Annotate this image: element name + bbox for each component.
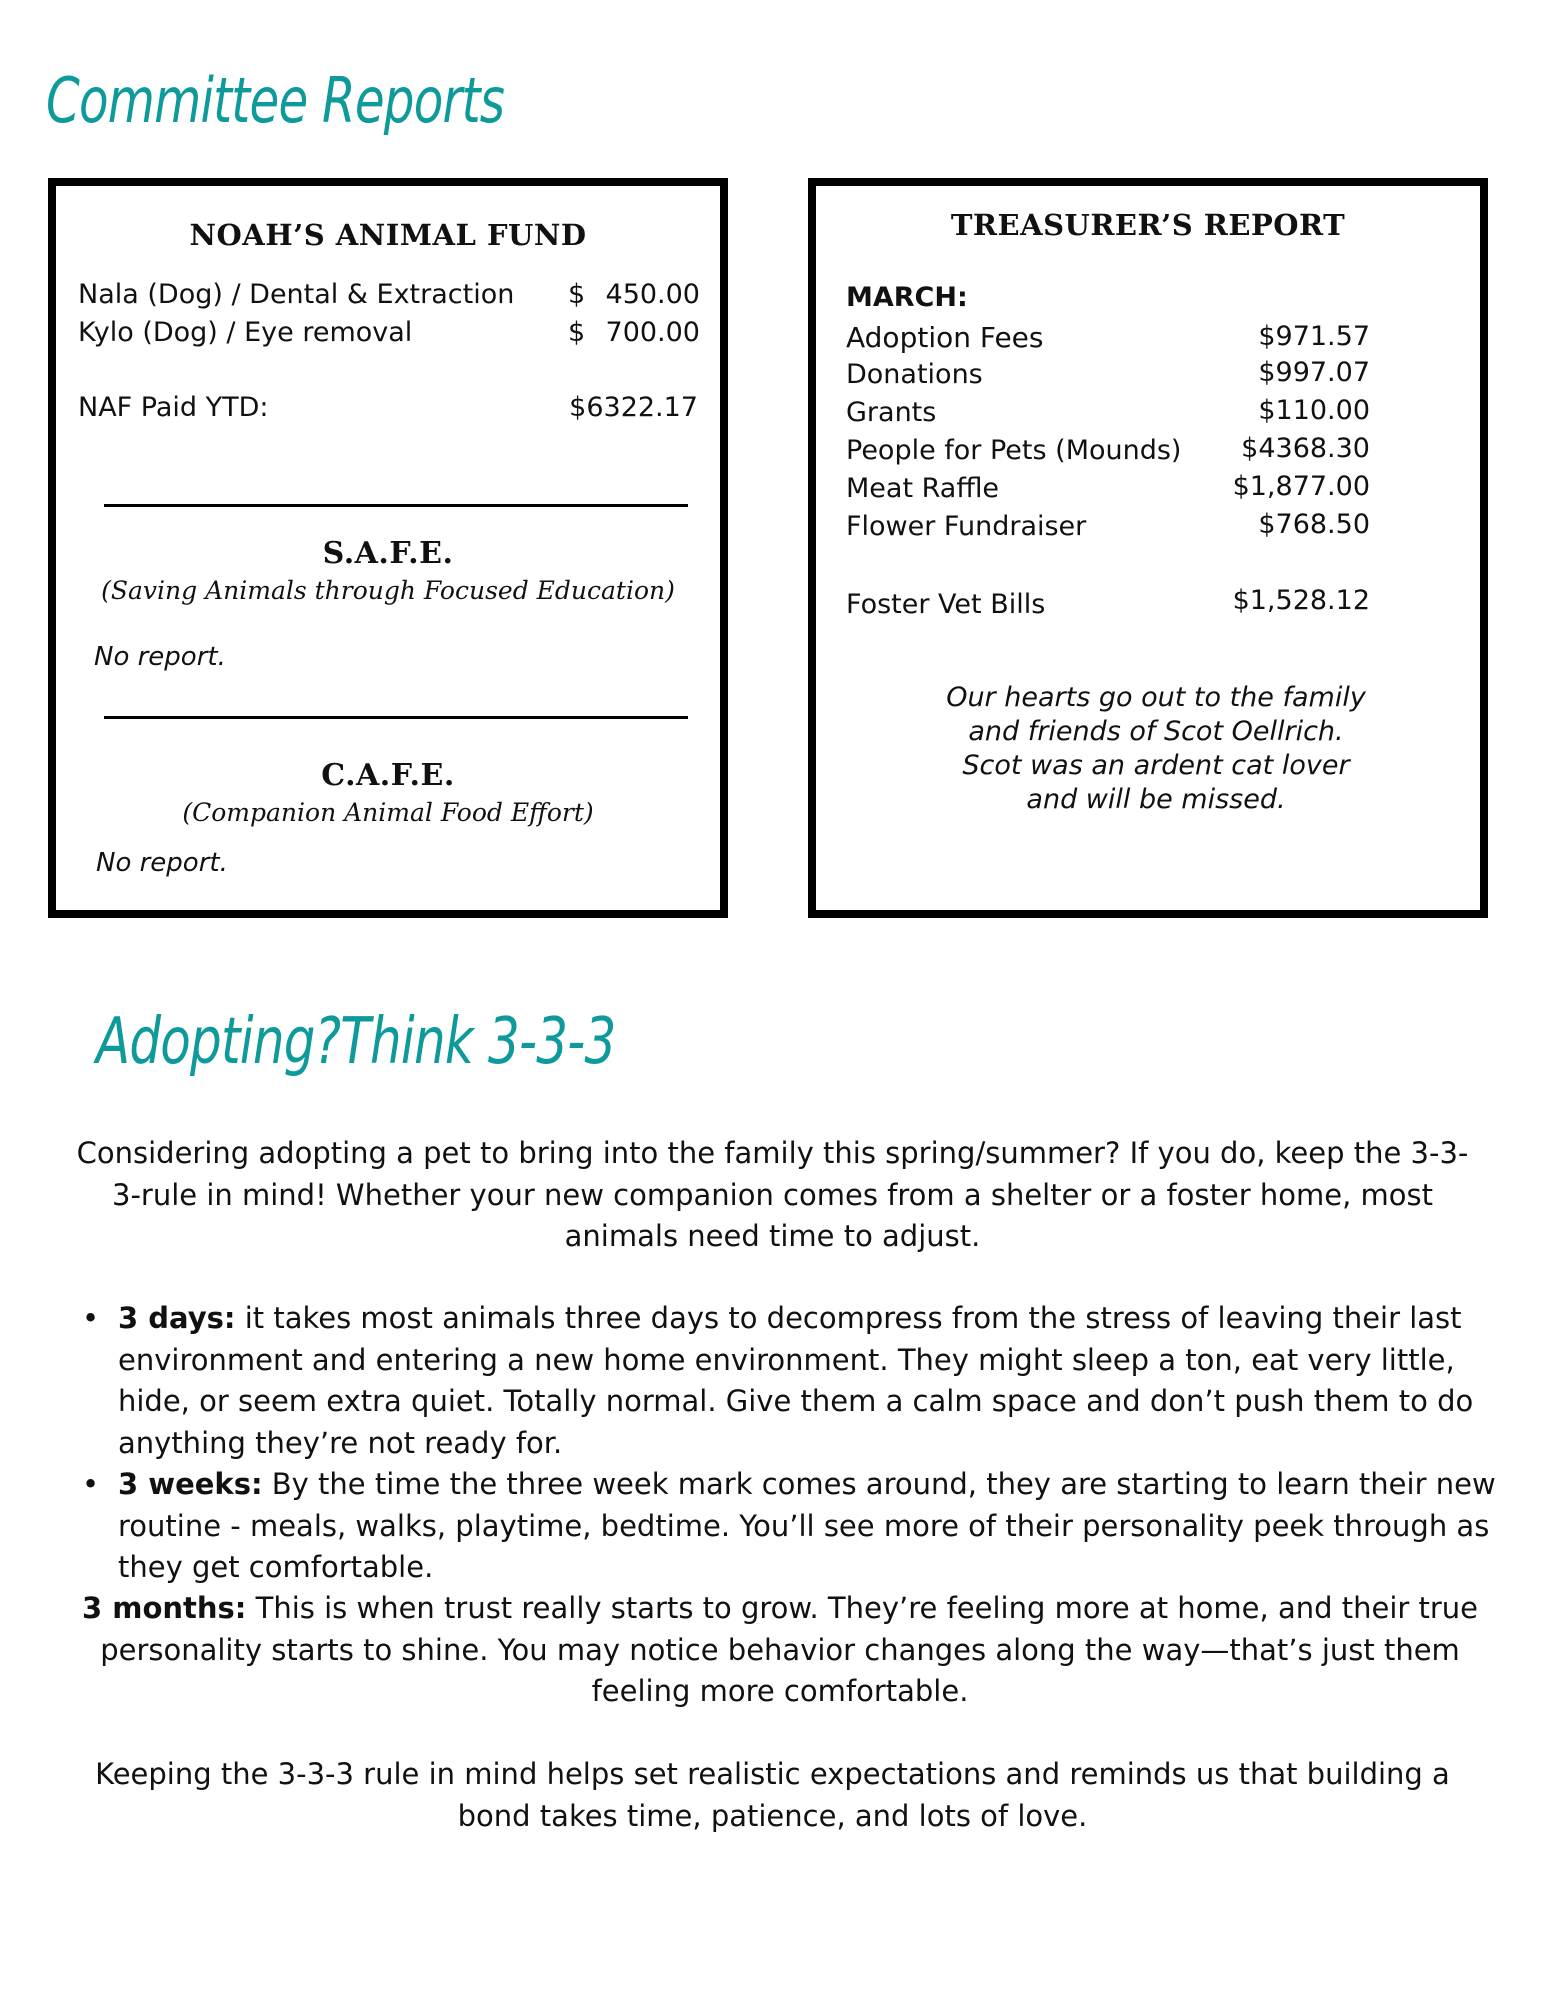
foster-vet-bills-label: Foster Vet Bills [846,589,1046,620]
naf-item-currency: $ [568,279,586,310]
memorial-line: Our hearts go out to the family [946,682,1366,713]
safe-subtitle: (Saving Animals through Focused Education) [101,576,675,605]
naf-item-amount: 700.00 [605,317,700,348]
memorial-line: and friends of Scot Oellrich. [968,716,1344,747]
closing-paragraph: Keeping the 3-3-3 rule in mind helps set realistic expectations and reminds us that building a bond takes time, patience, and lots of love. [95,1757,1450,1833]
foster-vet-bills-amount: $1,528.12 [1232,585,1370,616]
memorial-note [856,681,1456,817]
section-divider [104,504,688,507]
memorial-line: Scot was an ardent cat lover [962,750,1350,781]
bullet-icon: • [82,1301,100,1335]
safe-report: No report. [94,642,226,672]
treasurer-row-label: People for Pets (Mounds) [846,435,1182,466]
naf-item-label: Kylo (Dog) / Eye removal [78,317,413,348]
rule-list [80,1298,1520,1589]
treasurer-row-amount: $1,877.00 [1232,471,1370,502]
bullet-term: 3 weeks: [118,1467,263,1501]
treasurer-row-amount: $971.57 [1258,321,1370,352]
treasurer-row-amount: $110.00 [1258,395,1370,426]
safe-title: S.A.F.E. [322,536,454,571]
bullet-term: 3 days: [118,1301,236,1335]
treasurers-report-box [808,178,1488,918]
list-item [80,1464,1520,1589]
months-text: This is when trust really starts to grow. They’re feeling more at home, and their true personality starts to shine. You may notice behavior changes along the way—that’s just them feeling more comfortable. [100,1591,1479,1708]
cafe-report: No report. [96,848,228,878]
bullet-text: By the time the three week mark comes around, they are starting to learn their new routine - meals, walks, playtime, bedtime. You’ll see more of their personality peek through as they get comfortable. [118,1467,1496,1584]
bullet-icon: • [82,1467,100,1501]
treasurer-row-label: Flower Fundraiser [846,511,1087,542]
cafe-subtitle: (Companion Animal Food Effort) [182,798,594,827]
treasurer-row-amount: $4368.30 [1241,433,1370,464]
treasurer-row-label: Adoption Fees [846,321,1044,354]
treasurer-row-amount: $768.50 [1258,509,1370,540]
intro-paragraph: Considering adopting a pet to bring into the family this spring/summer? If you do, keep the 3-3-3-rule in mind! Whether your new companion comes from a shelter or a foster home, most animals need time to adjust. [76,1136,1469,1253]
treasurer-row-label: Grants [846,397,937,428]
bullet-text: it takes most animals three days to decompress from the stress of leaving their last environment and entering a new home environment. They might sleep a ton, eat very little, hide, or seem extra quiet. Totally normal. Give them a calm space and don’t push them to do anything they’re not ready for. [118,1301,1474,1460]
treasurer-month: MARCH: [846,282,968,313]
naf-ytd-label: NAF Paid YTD: [78,392,269,423]
naf-title: NOAH’S ANIMAL FUND [189,218,587,252]
naf-item-amount: 450.00 [605,279,700,310]
treasurer-row-label: Meat Raffle [846,473,1000,504]
noahs-animal-fund-box [48,178,728,918]
committee-reports-heading: Committee Reports [46,64,505,137]
memorial-line: and will be missed. [1026,784,1286,815]
three-months-paragraph [80,1588,1480,1713]
treasurer-row-label: Donations [846,359,983,390]
naf-item-label: Nala (Dog) / Dental & Extraction [78,279,515,310]
list-item [80,1298,1520,1464]
months-term: 3 months: [81,1591,247,1625]
naf-ytd-amount: $6322.17 [569,392,698,423]
adopting-heading: Adopting?Think 3-3-3 [96,1005,616,1079]
cafe-title: C.A.F.E. [321,758,455,793]
treasurer-row-amount: $997.07 [1258,357,1370,388]
treasurer-title: TREASURER’S REPORT [950,208,1346,242]
section-divider [104,716,688,719]
naf-item-currency: $ [568,317,586,348]
